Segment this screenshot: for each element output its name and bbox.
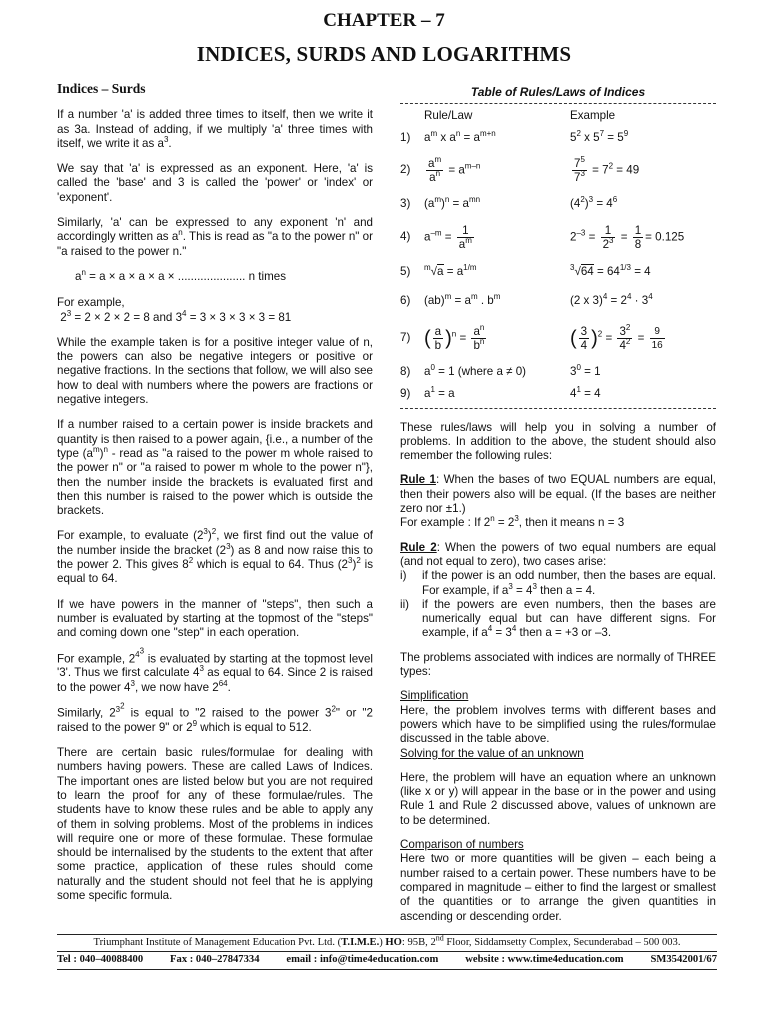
table-row: 8) $a^0 = 1$ (where a ≠ 0) $3^0 = 1$ (400, 363, 601, 379)
subheading: Solving for the value of an unknown (400, 746, 584, 760)
column-header-example: Example (570, 109, 616, 123)
divider (400, 408, 716, 409)
table-row: 3) $(a^m)^n = a^{mn}$ $(4^2)^3 = 4^6$ (400, 195, 618, 211)
table-row: 9) $a^1 = a$ $4^1 = 4$ (400, 385, 601, 401)
footer-fax: Fax : 040–27847334 (170, 954, 260, 965)
footer-tel: Tel : 040–40088400 (57, 954, 144, 965)
footer-website: website : www.time4education.com (465, 954, 624, 965)
paragraph: Similarly, $2^{3^2}$ is equal to "2 raised to the power $3^2$" or "2 raised to the power 9" or $2^9$ which is equal to 512. (57, 700, 373, 734)
paragraph: If a number raised to a certain power is inside brackets and quantity is then raised to a power again, {i.e., a number of the type $(a^m)^n$ - read as "a raised to the power m whole raised to the power n" or "a raised to power m whole to the power n"}, then the number inside the brackets is evaluated first and then this number is raised to the power which is outside the brackets. (57, 418, 373, 518)
section-heading: Indices – Surds (57, 81, 146, 96)
paragraph: Here, the problem involves terms with different bases and powers which have to be simplified using the rules/formulae discussed in the table above. (400, 703, 716, 746)
footer-rule (57, 951, 717, 952)
column-header-rule: Rule/Law (424, 109, 473, 123)
table-row: 2) $\frac{a^m}{a^n}$ = $a^{m-n}$ $\frac{7^5}{7^3}$ = $7^2 = 49$ (400, 155, 640, 185)
paragraph: For example, $2^{4^3}$ is evaluated by starting at the topmost level '3'. Thus we first calculate $4^3$ as equal to 64. Since 2 is raised to the power $4^3$, we now have $2^{64}$. (57, 646, 373, 694)
divider (400, 103, 716, 104)
table-row: 6) $(ab)^m = a^m$ . $b^m$ (2 x $3)^4 = 2^4 \cdot 3^4$ (400, 292, 653, 308)
comparison-section (400, 838, 716, 924)
paragraph: Similarly, 'a' can be expressed to any exponent 'n' and accordingly written as $a^n$. This is read as "a to the power n" or "a raised to the power n." (57, 216, 373, 258)
paragraph: Here, the problem will have an equation where an unknown (like x or y) will appear in the base or in the power and using Rule 1 and Rule 2 discussed above, values of unknown are to be determined. (400, 770, 716, 827)
list-item: ii) if the powers are even numbers, then the bases are numerically equal but can have different signs. For example, if $a^4 = 3^4$ then a = +3 or –3. (400, 597, 716, 640)
table-row: 7) ( $\frac{a}{b}$ )$^n$ = $\frac{a^n}{b^n}$ ( $\frac{3}{4}$ )$^2$ = $\frac{3^2}{4^2}$ = $\frac{9}{16}$ (400, 323, 663, 353)
footer-address: Triumphant Institute of Management Education Pvt. Ltd. (T.I.M.E.) HO: 95B, 2nd Floor, Siddamsetty Complex, Secunderabad – 500 003. (93, 933, 681, 948)
table-header-row (400, 106, 716, 127)
footer-contact (57, 954, 717, 965)
formula: $a^n = a \times a \times a \times a$ × ..................... n times (75, 268, 286, 283)
table-title: Table of Rules/Laws of Indices (470, 85, 646, 99)
left-column (57, 82, 373, 914)
footer-email: email : info@time4education.com (286, 954, 439, 965)
paragraph: The problems associated with indices are normally of THREE types: (400, 650, 716, 679)
paragraph: Here two or more quantities will be given – each being a number raised to a certain power. These numbers have to be compared in magnitude – either to find the largest or smallest of the quantities or to arrange the given quantities in ascending or descending order. (400, 852, 716, 923)
subheading: Simplification (400, 689, 469, 703)
chapter-title: INDICES, SURDS AND LOGARITHMS (196, 42, 572, 66)
footer-rule (57, 969, 717, 970)
paragraph: These rules/laws will help you in solving a number of problems. In addition to the above, the student should also remember the following rules: (400, 420, 716, 463)
rules-table (400, 106, 716, 405)
paragraph: If we have powers in the manner of "steps", then such a number is evaluated by starting at the topmost of the "steps" and coming down one "step" in each operation. (57, 597, 373, 640)
table-row: 1) $a^m$ x $a^n = a^{m+n}$ $5^2$ x $5^7 = 5^9$ (400, 129, 629, 145)
subheading: Comparison of numbers (400, 838, 524, 852)
paragraph: For example, $2^3 = 2 \times 2 \times 2 = 8$ and $3^4 = 3 \times 3 \times 3 \times 3 = 81$ (57, 296, 292, 324)
rule-1: Rule 1: When the bases of two EQUAL numbers are equal, then their powers also will be equal. (If the bases are neither zero nor ±1.) For example : If $2^n = 2^3$, then it means n = 3 (400, 473, 717, 530)
paragraph: We say that 'a' is expressed as an exponent. Here, 'a' is called the 'base' and 3 is called the 'power' or 'index' or 'exponent'. (57, 162, 373, 204)
paragraph: For example, to evaluate $(2^3)^2$, we first find out the value of the number inside the bracket $(2^3)$ as 8 and now raise this to the power 2. This gives $8^2$ which is equal to 64. Thus $(2^3)^2$ is equal to 64. (57, 527, 373, 586)
table-row: 4) $a^{-m}$ = $\frac{1}{a^m}$ $2^{-3}$ = $\frac{1}{2^3}$ = $\frac{1}{8}$ = 0.125 (400, 224, 685, 252)
footer-rule (57, 934, 717, 935)
simplification-section (400, 689, 716, 760)
table-row: 5) $^m√a = a^{1/m}$ $^3√64 = 64^{1/3} = 4$ (400, 263, 651, 279)
paragraph: There are certain basic rules/formulae for dealing with numbers having powers. These are called Laws of Indices. The important ones are listed below but you are not required to learn the proof for any of these formulae/rules. The students have to know these rules and be able to apply any of them in solving problems. Most of the problems in indices will require one or more of these formulae. These formulae should be internalised by the students to the extent that after some practice, application of these rules should come naturally and the student should not feel that he is applying some specific formula. (57, 746, 373, 902)
paragraph: While the example taken is for a positive integer value of n, the powers can also be negative integers or positive or negative fractions. In the sections that follow, we will also see how to deal with numbers where the powers are fractions or negative integers. (57, 335, 373, 407)
chapter-number: CHAPTER – 7 (323, 10, 445, 31)
rule-2: Rule 2: When the powers of two equal numbers are equal (and not equal to zero), two cases arise: i) if the power is an odd number, then the bases are equal. For example, if $a^3 = 4^3$ then a = 4. ii) if the powers are even numbers, then the bases are numerically equal but can have different signs. For example, if $a^4 = 3^4$ then a = +3 or –3. (400, 540, 716, 640)
footer-code: SM3542001/67 (650, 954, 717, 965)
paragraph: If a number 'a' is added three times to itself, then we write it as 3a. Instead of adding, if we multiply 'a' three times with itself, we write it as $a^3$. (57, 108, 373, 150)
right-column (400, 82, 716, 924)
list-item: i) if the power is an odd number, then the bases are equal. For example, if $a^3 = 4^3$ then a = 4. (400, 569, 716, 597)
